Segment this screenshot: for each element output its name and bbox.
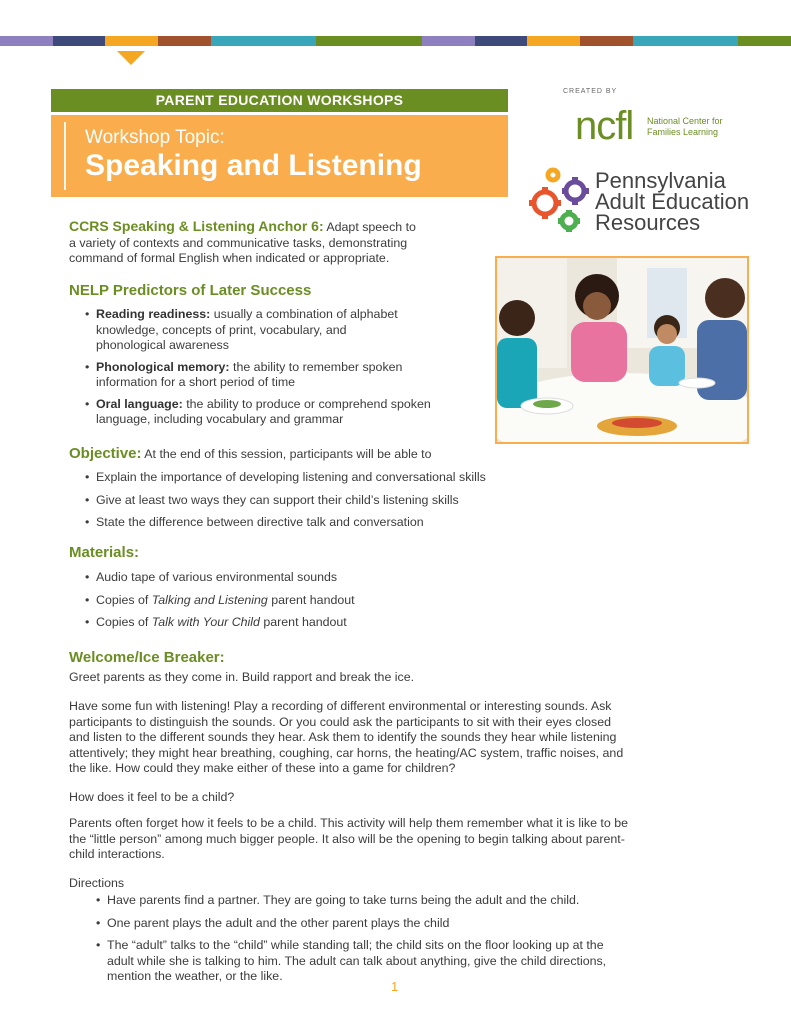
child-question: How does it feel to be a child? — [69, 790, 235, 804]
pa-adult-education-logo — [527, 165, 767, 245]
objective-heading: Objective: — [69, 445, 142, 462]
materials-list — [85, 570, 725, 631]
list-item: • State the difference between directive talk and conversation — [85, 515, 725, 531]
list-item: • Oral language: the ability to produce or comprehend spoken language, including vocabulary and grammar — [85, 397, 485, 428]
topic-label: Workshop Topic: — [85, 127, 225, 148]
ccrs-label: CCRS Speaking & Listening Anchor 6: — [69, 218, 324, 234]
welcome-heading: Welcome/Ice Breaker: — [69, 649, 225, 666]
band-divider — [64, 122, 66, 190]
ccrs-text-line3: command of formal English when indicated or appropriate. — [69, 251, 390, 265]
listening-activity-paragraph: Have some fun with listening! Play a recording of different environmental or interesting sounds. Ask participants to distinguish the sounds. Or you could ask the participants to sit with their eyes closed and listen to the different sounds they hear. Ask them to identify the sounds they hear while listening attentively; they might hear breathing, coughing, car horns, the heating/AC system, traffic noises, and the like. How could they make either of these into a game for children? — [69, 699, 624, 775]
color-stripe-segment — [264, 36, 317, 46]
color-stripe-segment — [580, 36, 633, 46]
ccrs-anchor — [69, 219, 489, 267]
color-stripe-segment — [53, 36, 106, 46]
color-stripe-segment — [369, 36, 422, 46]
color-stripe-segment — [211, 36, 264, 46]
objective-intro: Objective: At the end of this session, participants will be able to — [69, 445, 432, 462]
color-stripe-segment — [686, 36, 739, 46]
family-dinner-photo — [495, 256, 749, 444]
color-stripe-segment — [738, 36, 791, 46]
list-item: • Copies of Talk with Your Child parent handout — [85, 615, 725, 631]
ccrs-text-line2: a variety of contexts and communicative tasks, demonstrating — [69, 235, 408, 250]
created-by-label: CREATED BY — [563, 88, 618, 95]
list-item: • Have parents find a partner. They are going to take turns being the adult and the child. — [96, 893, 736, 909]
color-stripe-segment — [475, 36, 528, 46]
directions-list — [96, 893, 736, 985]
materials-heading: Materials: — [69, 544, 140, 561]
workshop-series-band — [51, 89, 508, 112]
child-feeling-paragraph: Parents often forget how it feels to be a child. This activity will help them remember what it is like to be the “little person” among much bigger people. It also will be the opening to begin talking about parent- child interactions. — [69, 816, 628, 861]
list-item: • Give at least two ways they can support their child’s listening skills — [85, 493, 725, 509]
nelp-list — [85, 307, 485, 428]
page-number: 1 — [391, 979, 399, 994]
photo-illustration — [497, 258, 747, 442]
color-stripe-segment — [422, 36, 475, 46]
directions-label: Directions — [69, 876, 125, 890]
ncfl-logo-subtitle: National Center for Families Learning — [647, 116, 723, 137]
color-stripe-segment — [316, 36, 369, 46]
list-item: • Explain the importance of developing listening and conversational skills — [85, 470, 725, 486]
orange-pointer-triangle — [117, 51, 145, 65]
ncfl-logo-letters: ncfl — [575, 104, 634, 148]
nelp-heading: NELP Predictors of Later Success — [69, 282, 312, 299]
workshop-topic-band — [51, 115, 508, 197]
ccrs-text-line1: Adapt speech to — [323, 220, 416, 234]
color-stripe-segment — [633, 36, 686, 46]
list-item: • Reading readiness: usually a combination of alphabet knowledge, concepts of print, vocabulary, and phonological awareness — [85, 307, 485, 354]
color-stripe-segment — [527, 36, 580, 46]
list-item: • Copies of Talking and Listening parent handout — [85, 593, 725, 609]
list-item: • Phonological memory: the ability to remember spoken information for a short period of time — [85, 360, 485, 391]
workshop-series-title: PARENT EDUCATION WORKSHOPS — [155, 92, 404, 108]
welcome-greeting: Greet parents as they come in. Build rapport and break the ice. — [69, 670, 415, 684]
pa-logo-text: Pennsylvania Adult Education Resources — [595, 168, 750, 235]
color-stripe-segment — [105, 36, 158, 46]
top-color-stripe — [0, 36, 791, 46]
objective-list — [85, 470, 725, 531]
list-item: • One parent plays the adult and the other parent plays the child — [96, 916, 736, 932]
list-item: • Audio tape of various environmental sounds — [85, 570, 725, 586]
page-title: Speaking and Listening — [85, 149, 422, 182]
color-stripe-segment — [0, 36, 53, 46]
ncfl-logo — [575, 88, 745, 158]
gears-icon — [527, 165, 595, 237]
color-stripe-segment — [158, 36, 211, 46]
list-item: • The “adult” talks to the “child” while standing tall; the child sits on the floor looking up at the adult while she is talking to him. The adult can talk about anything, give the child directions, mention the weather, or the like. — [96, 938, 736, 985]
